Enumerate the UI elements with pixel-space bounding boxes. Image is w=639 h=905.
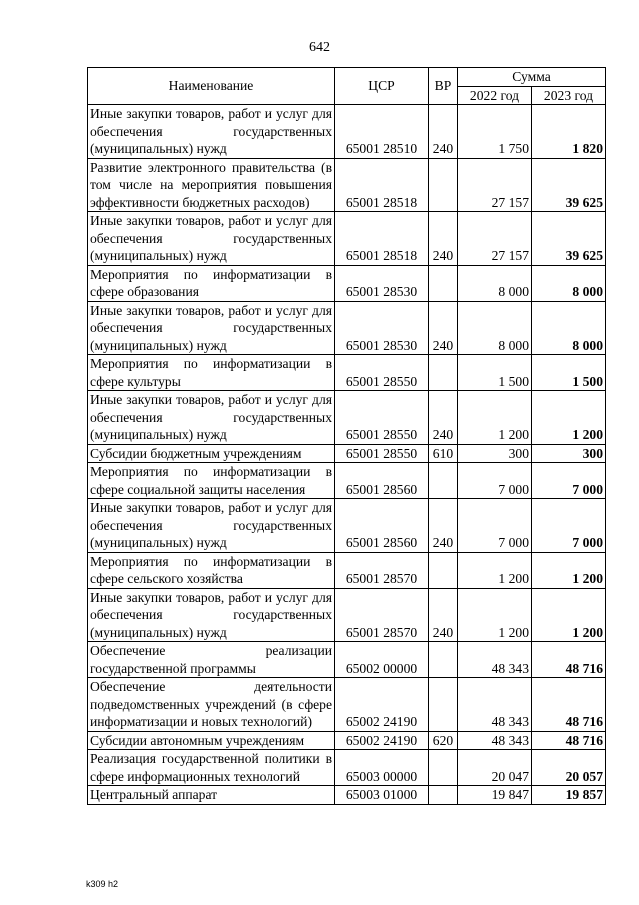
header-csr: ЦСР bbox=[335, 68, 429, 105]
table-row bbox=[88, 678, 606, 732]
csr-cell: 65001 28570 bbox=[335, 588, 429, 642]
csr-cell: 65001 28550 bbox=[335, 444, 429, 463]
header-name: Наименование bbox=[88, 68, 335, 105]
table-row bbox=[88, 642, 606, 678]
amount-2023-cell: 1 200 bbox=[532, 588, 606, 642]
name-cell: Субсидии бюджетным учреждениям bbox=[88, 444, 335, 463]
amount-2022-cell: 27 157 bbox=[458, 212, 532, 266]
amount-2023-cell: 48 716 bbox=[532, 678, 606, 732]
csr-cell: 65003 01000 bbox=[335, 786, 429, 805]
amount-2023-cell: 7 000 bbox=[532, 463, 606, 499]
name-cell: Мероприятия по информатизации в сфере культуры bbox=[88, 355, 335, 391]
amount-2022-cell: 1 200 bbox=[458, 552, 532, 588]
amount-2022-cell: 7 000 bbox=[458, 499, 532, 553]
vr-cell bbox=[429, 265, 458, 301]
table-row bbox=[88, 391, 606, 445]
name-cell: Иные закупки товаров, работ и услуг для обеспечения государственных (муниципальных) нужд bbox=[88, 588, 335, 642]
csr-cell: 65002 24190 bbox=[335, 678, 429, 732]
amount-2023-cell: 39 625 bbox=[532, 212, 606, 266]
name-cell: Мероприятия по информатизации в сфере образования bbox=[88, 265, 335, 301]
vr-cell bbox=[429, 750, 458, 786]
csr-cell: 65001 28560 bbox=[335, 463, 429, 499]
table-row bbox=[88, 499, 606, 553]
vr-cell: 620 bbox=[429, 731, 458, 750]
amount-2023-cell: 8 000 bbox=[532, 265, 606, 301]
amount-2023-cell: 39 625 bbox=[532, 158, 606, 212]
name-cell: Иные закупки товаров, работ и услуг для обеспечения государственных (муниципальных) нужд bbox=[88, 105, 335, 159]
vr-cell: 240 bbox=[429, 499, 458, 553]
name-cell: Субсидии автономным учреждениям bbox=[88, 731, 335, 750]
vr-cell bbox=[429, 355, 458, 391]
name-cell: Реализация государственной политики в сфере информационных технологий bbox=[88, 750, 335, 786]
csr-cell: 65001 28560 bbox=[335, 499, 429, 553]
vr-cell: 610 bbox=[429, 444, 458, 463]
amount-2022-cell: 19 847 bbox=[458, 786, 532, 805]
amount-2023-cell: 48 716 bbox=[532, 731, 606, 750]
amount-2022-cell: 1 200 bbox=[458, 588, 532, 642]
vr-cell: 240 bbox=[429, 301, 458, 355]
table-row bbox=[88, 301, 606, 355]
header-year-2023: 2023 год bbox=[532, 86, 606, 105]
table-row bbox=[88, 731, 606, 750]
table-row bbox=[88, 105, 606, 159]
table-row bbox=[88, 212, 606, 266]
name-cell: Обеспечение реализации государственной программы bbox=[88, 642, 335, 678]
vr-cell: 240 bbox=[429, 212, 458, 266]
amount-2022-cell: 7 000 bbox=[458, 463, 532, 499]
table-row bbox=[88, 588, 606, 642]
amount-2023-cell: 20 057 bbox=[532, 750, 606, 786]
name-cell: Центральный аппарат bbox=[88, 786, 335, 805]
csr-cell: 65001 28550 bbox=[335, 391, 429, 445]
amount-2022-cell: 1 200 bbox=[458, 391, 532, 445]
name-cell: Иные закупки товаров, работ и услуг для обеспечения государственных (муниципальных) нужд bbox=[88, 391, 335, 445]
amount-2022-cell: 8 000 bbox=[458, 265, 532, 301]
vr-cell bbox=[429, 552, 458, 588]
header-vr: ВР bbox=[429, 68, 458, 105]
csr-cell: 65001 28570 bbox=[335, 552, 429, 588]
csr-cell: 65002 24190 bbox=[335, 731, 429, 750]
name-cell: Иные закупки товаров, работ и услуг для обеспечения государственных (муниципальных) нужд bbox=[88, 499, 335, 553]
csr-cell: 65001 28550 bbox=[335, 355, 429, 391]
amount-2022-cell: 48 343 bbox=[458, 731, 532, 750]
vr-cell: 240 bbox=[429, 391, 458, 445]
amount-2022-cell: 27 157 bbox=[458, 158, 532, 212]
budget-table bbox=[87, 67, 606, 805]
header-year-2022: 2022 год bbox=[458, 86, 532, 105]
vr-cell bbox=[429, 786, 458, 805]
amount-2022-cell: 20 047 bbox=[458, 750, 532, 786]
csr-cell: 65001 28518 bbox=[335, 212, 429, 266]
table-row bbox=[88, 444, 606, 463]
amount-2023-cell: 1 200 bbox=[532, 552, 606, 588]
csr-cell: 65003 00000 bbox=[335, 750, 429, 786]
vr-cell: 240 bbox=[429, 588, 458, 642]
amount-2023-cell: 1 820 bbox=[532, 105, 606, 159]
csr-cell: 65002 00000 bbox=[335, 642, 429, 678]
amount-2023-cell: 48 716 bbox=[532, 642, 606, 678]
vr-cell bbox=[429, 463, 458, 499]
amount-2023-cell: 1 500 bbox=[532, 355, 606, 391]
vr-cell bbox=[429, 158, 458, 212]
header-sum: Сумма bbox=[458, 68, 606, 87]
csr-cell: 65001 28530 bbox=[335, 265, 429, 301]
name-cell: Мероприятия по информатизации в сфере сельского хозяйства bbox=[88, 552, 335, 588]
amount-2023-cell: 300 bbox=[532, 444, 606, 463]
amount-2022-cell: 48 343 bbox=[458, 678, 532, 732]
table-row bbox=[88, 265, 606, 301]
name-cell: Мероприятия по информатизации в сфере социальной защиты населения bbox=[88, 463, 335, 499]
amount-2022-cell: 1 750 bbox=[458, 105, 532, 159]
vr-cell bbox=[429, 678, 458, 732]
name-cell: Иные закупки товаров, работ и услуг для обеспечения государственных (муниципальных) нужд bbox=[88, 301, 335, 355]
table-row bbox=[88, 158, 606, 212]
footer-code: k309 h2 bbox=[86, 879, 119, 889]
table-row bbox=[88, 355, 606, 391]
name-cell: Обеспечение деятельности подведомственных учреждений (в сфере информатизации и новых технологий) bbox=[88, 678, 335, 732]
amount-2022-cell: 1 500 bbox=[458, 355, 532, 391]
table-row bbox=[88, 552, 606, 588]
csr-cell: 65001 28530 bbox=[335, 301, 429, 355]
name-cell: Иные закупки товаров, работ и услуг для обеспечения государственных (муниципальных) нужд bbox=[88, 212, 335, 266]
amount-2022-cell: 8 000 bbox=[458, 301, 532, 355]
amount-2023-cell: 1 200 bbox=[532, 391, 606, 445]
table-row bbox=[88, 750, 606, 786]
table-row bbox=[88, 786, 606, 805]
name-cell: Развитие электронного правительства (в том числе на мероприятия повышения эффективности бюджетных расходов) bbox=[88, 158, 335, 212]
vr-cell: 240 bbox=[429, 105, 458, 159]
csr-cell: 65001 28510 bbox=[335, 105, 429, 159]
amount-2023-cell: 8 000 bbox=[532, 301, 606, 355]
amount-2022-cell: 300 bbox=[458, 444, 532, 463]
table-row bbox=[88, 463, 606, 499]
amount-2022-cell: 48 343 bbox=[458, 642, 532, 678]
amount-2023-cell: 7 000 bbox=[532, 499, 606, 553]
csr-cell: 65001 28518 bbox=[335, 158, 429, 212]
amount-2023-cell: 19 857 bbox=[532, 786, 606, 805]
page-number: 642 bbox=[309, 40, 330, 55]
vr-cell bbox=[429, 642, 458, 678]
